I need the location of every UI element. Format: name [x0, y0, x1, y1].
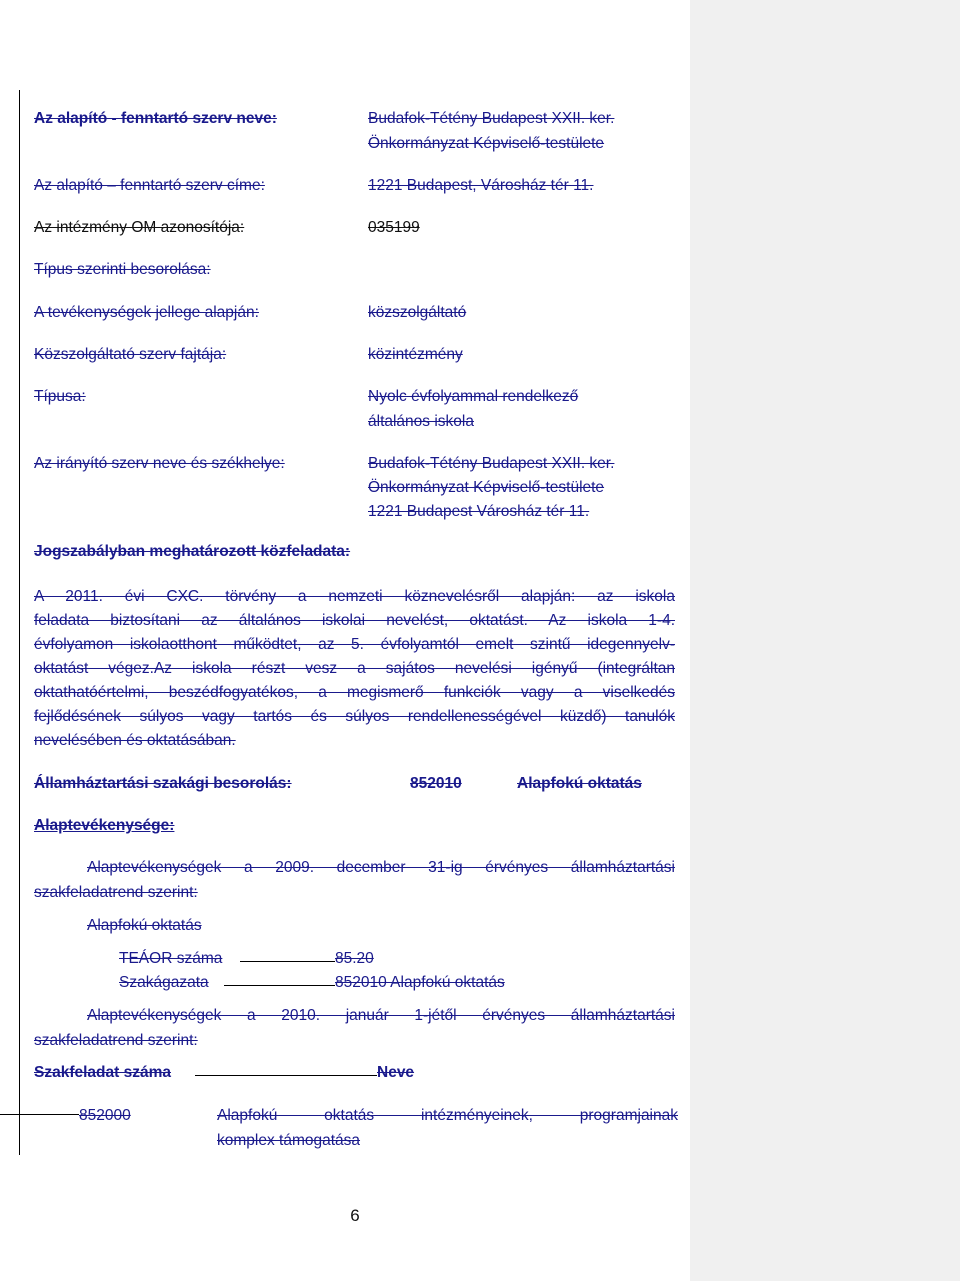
intro-2009-line1-block: [87, 856, 675, 880]
om-label: Az intézmény OM azonosítója:: [34, 219, 245, 236]
type-label: Típusa:: [34, 388, 86, 405]
service-kind-label: Közszolgáltató szerv fajtája:: [34, 346, 227, 363]
directing-body-line2: Önkormányzat Képviselő-testülete: [368, 479, 605, 496]
public-task-line: oktatást végez.Az iskola részt vesz a sajátos nevelési igényű (integráltan: [34, 660, 675, 677]
table-row-rule: [0, 1114, 79, 1115]
directing-body-line1: Budafok-Tétény Budapest XXII. ker.: [368, 455, 615, 472]
page-number: 6: [350, 1206, 360, 1225]
public-task-line: évfolyamon iskolaotthont működtet, az 5. évfolyamtól emelt szintű idegennyelv-: [34, 636, 675, 653]
teaor-value: 85.20: [335, 950, 374, 967]
core-activity-heading: Alaptevékenysége:: [34, 817, 175, 834]
founder-name-line2: Önkormányzat Képviselő-testülete: [368, 135, 605, 152]
teaor-leader: [240, 961, 335, 962]
directing-body-line3: 1221 Budapest Városház tér 11.: [368, 503, 590, 520]
type-value-line2: általános iskola: [368, 413, 474, 430]
intro-2010-line1-block: [87, 1004, 675, 1028]
branch-label: Szakágazata: [119, 974, 209, 991]
branch-value: 852010 Alapfokú oktatás: [335, 974, 505, 991]
table-header-name: Neve: [377, 1064, 415, 1081]
intro-2009-line2: szakfeladatrend szerint:: [34, 884, 198, 901]
activity-nature-label: A tevékenységek jellege alapján:: [34, 304, 259, 321]
comment-margin-panel: [690, 0, 960, 1281]
intro-2010-line2: szakfeladatrend szerint:: [34, 1032, 198, 1049]
founder-name-line1: Budafok-Tétény Budapest XXII. ker.: [368, 110, 615, 127]
table-row-name: [217, 1104, 678, 1128]
table-row-code: 852000: [79, 1107, 131, 1124]
budget-classification-code: 852010: [410, 775, 462, 792]
table-header-code: Szakfeladat száma: [34, 1064, 171, 1081]
founder-address-value: 1221 Budapest, Városház tér 11.: [368, 177, 594, 194]
intro-2010-line1: Alaptevékenységek a 2010. január 1-jétől érvényes államháztartási: [87, 1007, 675, 1024]
founder-address-label: Az alapító – fenntartó szerv címe:: [34, 177, 265, 194]
table-row-name-line1: Alapfokú oktatás intézményeinek, programjainak: [217, 1107, 678, 1124]
directing-body-label: Az irányító szerv neve és székhelye:: [34, 455, 285, 472]
type-value-line1: Nyolc évfolyammal rendelkező: [368, 388, 579, 405]
public-task-paragraph: [34, 585, 675, 753]
public-task-line: fejlődésének súlyos vagy tartós és súlyos rendellenességével küzdő) tanulók: [34, 708, 675, 725]
service-kind-value: közintézmény: [368, 346, 463, 363]
budget-classification-label: Államháztartási szakági besorolás:: [34, 775, 292, 792]
primary-education: Alapfokú oktatás: [87, 917, 202, 934]
revision-bar: [19, 90, 20, 1155]
table-header-leader: [195, 1075, 377, 1076]
branch-leader: [224, 985, 335, 986]
public-task-line: A 2011. évi CXC. törvény a nemzeti köznevelésről alapján: az iskola: [34, 588, 675, 605]
type-classification-label: Típus szerinti besorolása:: [34, 261, 211, 278]
activity-nature-value: közszolgáltató: [368, 304, 467, 321]
public-task-line: oktathatóértelmi, beszédfogyatékos, a megismerő funkciók vagy a viselkedés: [34, 684, 675, 701]
budget-classification-name: Alapfokú oktatás: [517, 775, 642, 792]
public-task-line: feladata biztosítani az általános iskolai nevelést, oktatást. Az iskola 1-4.: [34, 612, 675, 629]
founder-name-label: Az alapító - fenntartó szerv neve:: [34, 110, 277, 127]
teaor-label: TEÁOR száma: [119, 950, 223, 967]
intro-2009-line1: Alaptevékenységek a 2009. december 31-ig érvényes államháztartási: [87, 859, 675, 876]
om-value: 035199: [368, 219, 420, 236]
public-task-line: nevelésében és oktatásában.: [34, 732, 236, 749]
table-row-name-line2: komplex támogatása: [217, 1132, 361, 1149]
public-task-heading: Jogszabályban meghatározott közfeladata:: [34, 543, 351, 560]
